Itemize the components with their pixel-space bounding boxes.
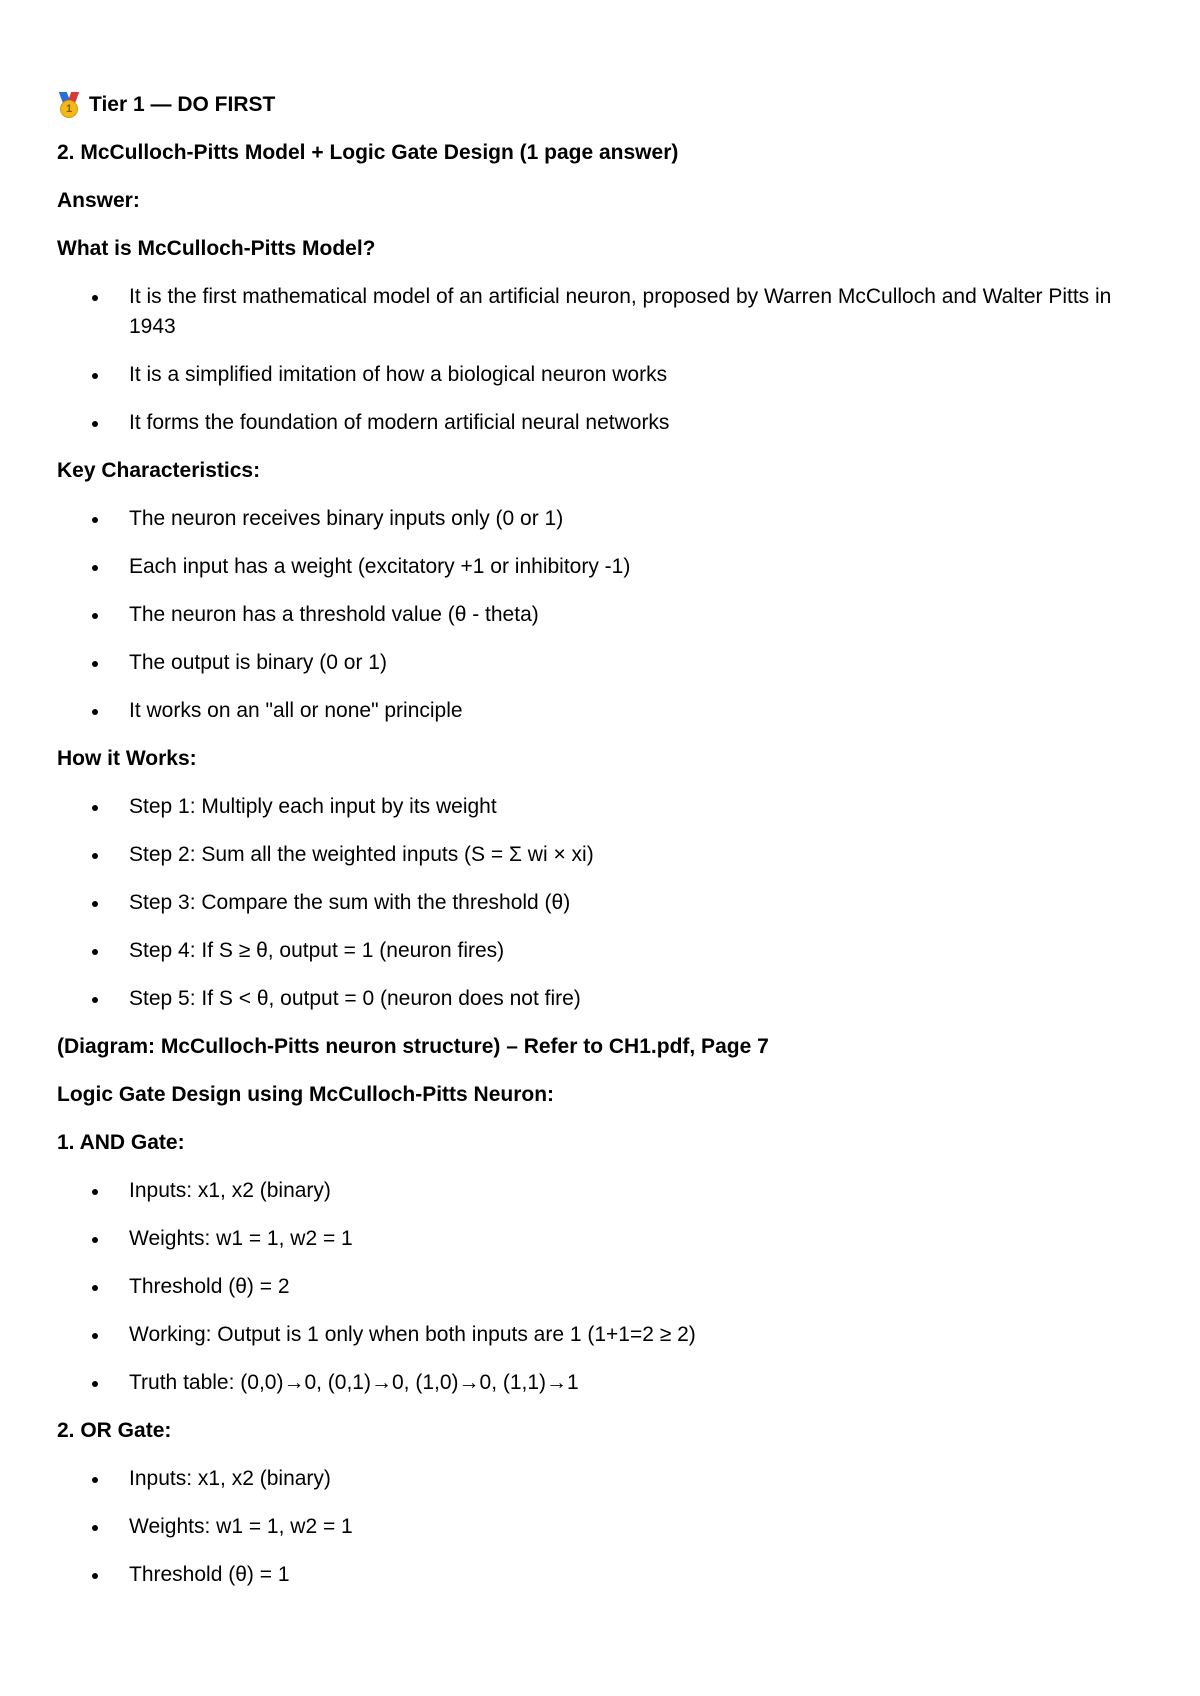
list-item: Threshold (θ) = 2 xyxy=(57,1272,1137,1302)
list-item: Truth table: (0,0)→0, (0,1)→0, (1,0)→0, (1,1)→1 xyxy=(57,1368,1137,1398)
bullet-icon xyxy=(92,853,98,859)
tier-heading xyxy=(57,90,1137,120)
and-gate-list xyxy=(57,1176,1137,1398)
bullet-icon xyxy=(92,1525,98,1531)
bullet-icon xyxy=(92,1573,98,1579)
list-item: Step 5: If S < θ, output = 0 (neuron does not fire) xyxy=(57,984,1137,1014)
list-item: Inputs: x1, x2 (binary) xyxy=(57,1176,1137,1206)
list-item: Inputs: x1, x2 (binary) xyxy=(57,1464,1137,1494)
list-item: It forms the foundation of modern artificial neural networks xyxy=(57,408,1137,438)
bullet-icon xyxy=(92,421,98,427)
tier-heading-text: Tier 1 — DO FIRST xyxy=(89,93,276,116)
list-item: Step 4: If S ≥ θ, output = 1 (neuron fires) xyxy=(57,936,1137,966)
bullet-icon xyxy=(92,517,98,523)
list-item: Step 3: Compare the sum with the threshold (θ) xyxy=(57,888,1137,918)
bullet-icon xyxy=(92,1237,98,1243)
bullet-icon xyxy=(92,1285,98,1291)
list-item: Threshold (θ) = 1 xyxy=(57,1560,1137,1590)
key-characteristics-list xyxy=(57,504,1137,726)
or-gate-list xyxy=(57,1464,1137,1590)
bullet-icon xyxy=(92,661,98,667)
how-it-works-heading: How it Works: xyxy=(57,747,197,770)
bullet-icon xyxy=(92,949,98,955)
and-gate-heading: 1. AND Gate: xyxy=(57,1131,185,1154)
what-is-heading: What is McCulloch-Pitts Model? xyxy=(57,237,376,260)
list-item: Step 1: Multiply each input by its weight xyxy=(57,792,1137,822)
document-page xyxy=(57,90,1137,1608)
list-item: It is a simplified imitation of how a biological neuron works xyxy=(57,360,1137,390)
what-is-list xyxy=(57,282,1137,438)
how-it-works-list xyxy=(57,792,1137,1014)
bullet-icon xyxy=(92,565,98,571)
bullet-icon xyxy=(92,1477,98,1483)
key-characteristics-heading: Key Characteristics: xyxy=(57,459,261,482)
list-item: The neuron receives binary inputs only (0 or 1) xyxy=(57,504,1137,534)
bullet-icon xyxy=(92,373,98,379)
first-place-medal-icon: 1 xyxy=(57,92,81,118)
bullet-icon xyxy=(92,613,98,619)
bullet-icon xyxy=(92,901,98,907)
question-title: 2. McCulloch-Pitts Model + Logic Gate Design (1 page answer) xyxy=(57,141,679,164)
list-item: The output is binary (0 or 1) xyxy=(57,648,1137,678)
bullet-icon xyxy=(92,805,98,811)
list-item: Weights: w1 = 1, w2 = 1 xyxy=(57,1224,1137,1254)
bullet-icon xyxy=(92,997,98,1003)
list-item: It is the first mathematical model of an artificial neuron, proposed by Warren McCulloch and Walter Pitts in 1943 xyxy=(57,282,1137,342)
list-item: The neuron has a threshold value (θ - theta) xyxy=(57,600,1137,630)
list-item: It works on an "all or none" principle xyxy=(57,696,1137,726)
logic-gate-heading: Logic Gate Design using McCulloch-Pitts Neuron: xyxy=(57,1083,555,1106)
bullet-icon xyxy=(92,1381,98,1387)
bullet-icon xyxy=(92,295,98,301)
bullet-icon xyxy=(92,1189,98,1195)
or-gate-heading: 2. OR Gate: xyxy=(57,1419,172,1442)
diagram-note: (Diagram: McCulloch-Pitts neuron structure) – Refer to CH1.pdf, Page 7 xyxy=(57,1035,769,1058)
bullet-icon xyxy=(92,1333,98,1339)
list-item: Working: Output is 1 only when both inputs are 1 (1+1=2 ≥ 2) xyxy=(57,1320,1137,1350)
list-item: Each input has a weight (excitatory +1 or inhibitory -1) xyxy=(57,552,1137,582)
answer-label: Answer: xyxy=(57,189,140,212)
bullet-icon xyxy=(92,709,98,715)
list-item: Weights: w1 = 1, w2 = 1 xyxy=(57,1512,1137,1542)
list-item: Step 2: Sum all the weighted inputs (S = Σ wi × xi) xyxy=(57,840,1137,870)
